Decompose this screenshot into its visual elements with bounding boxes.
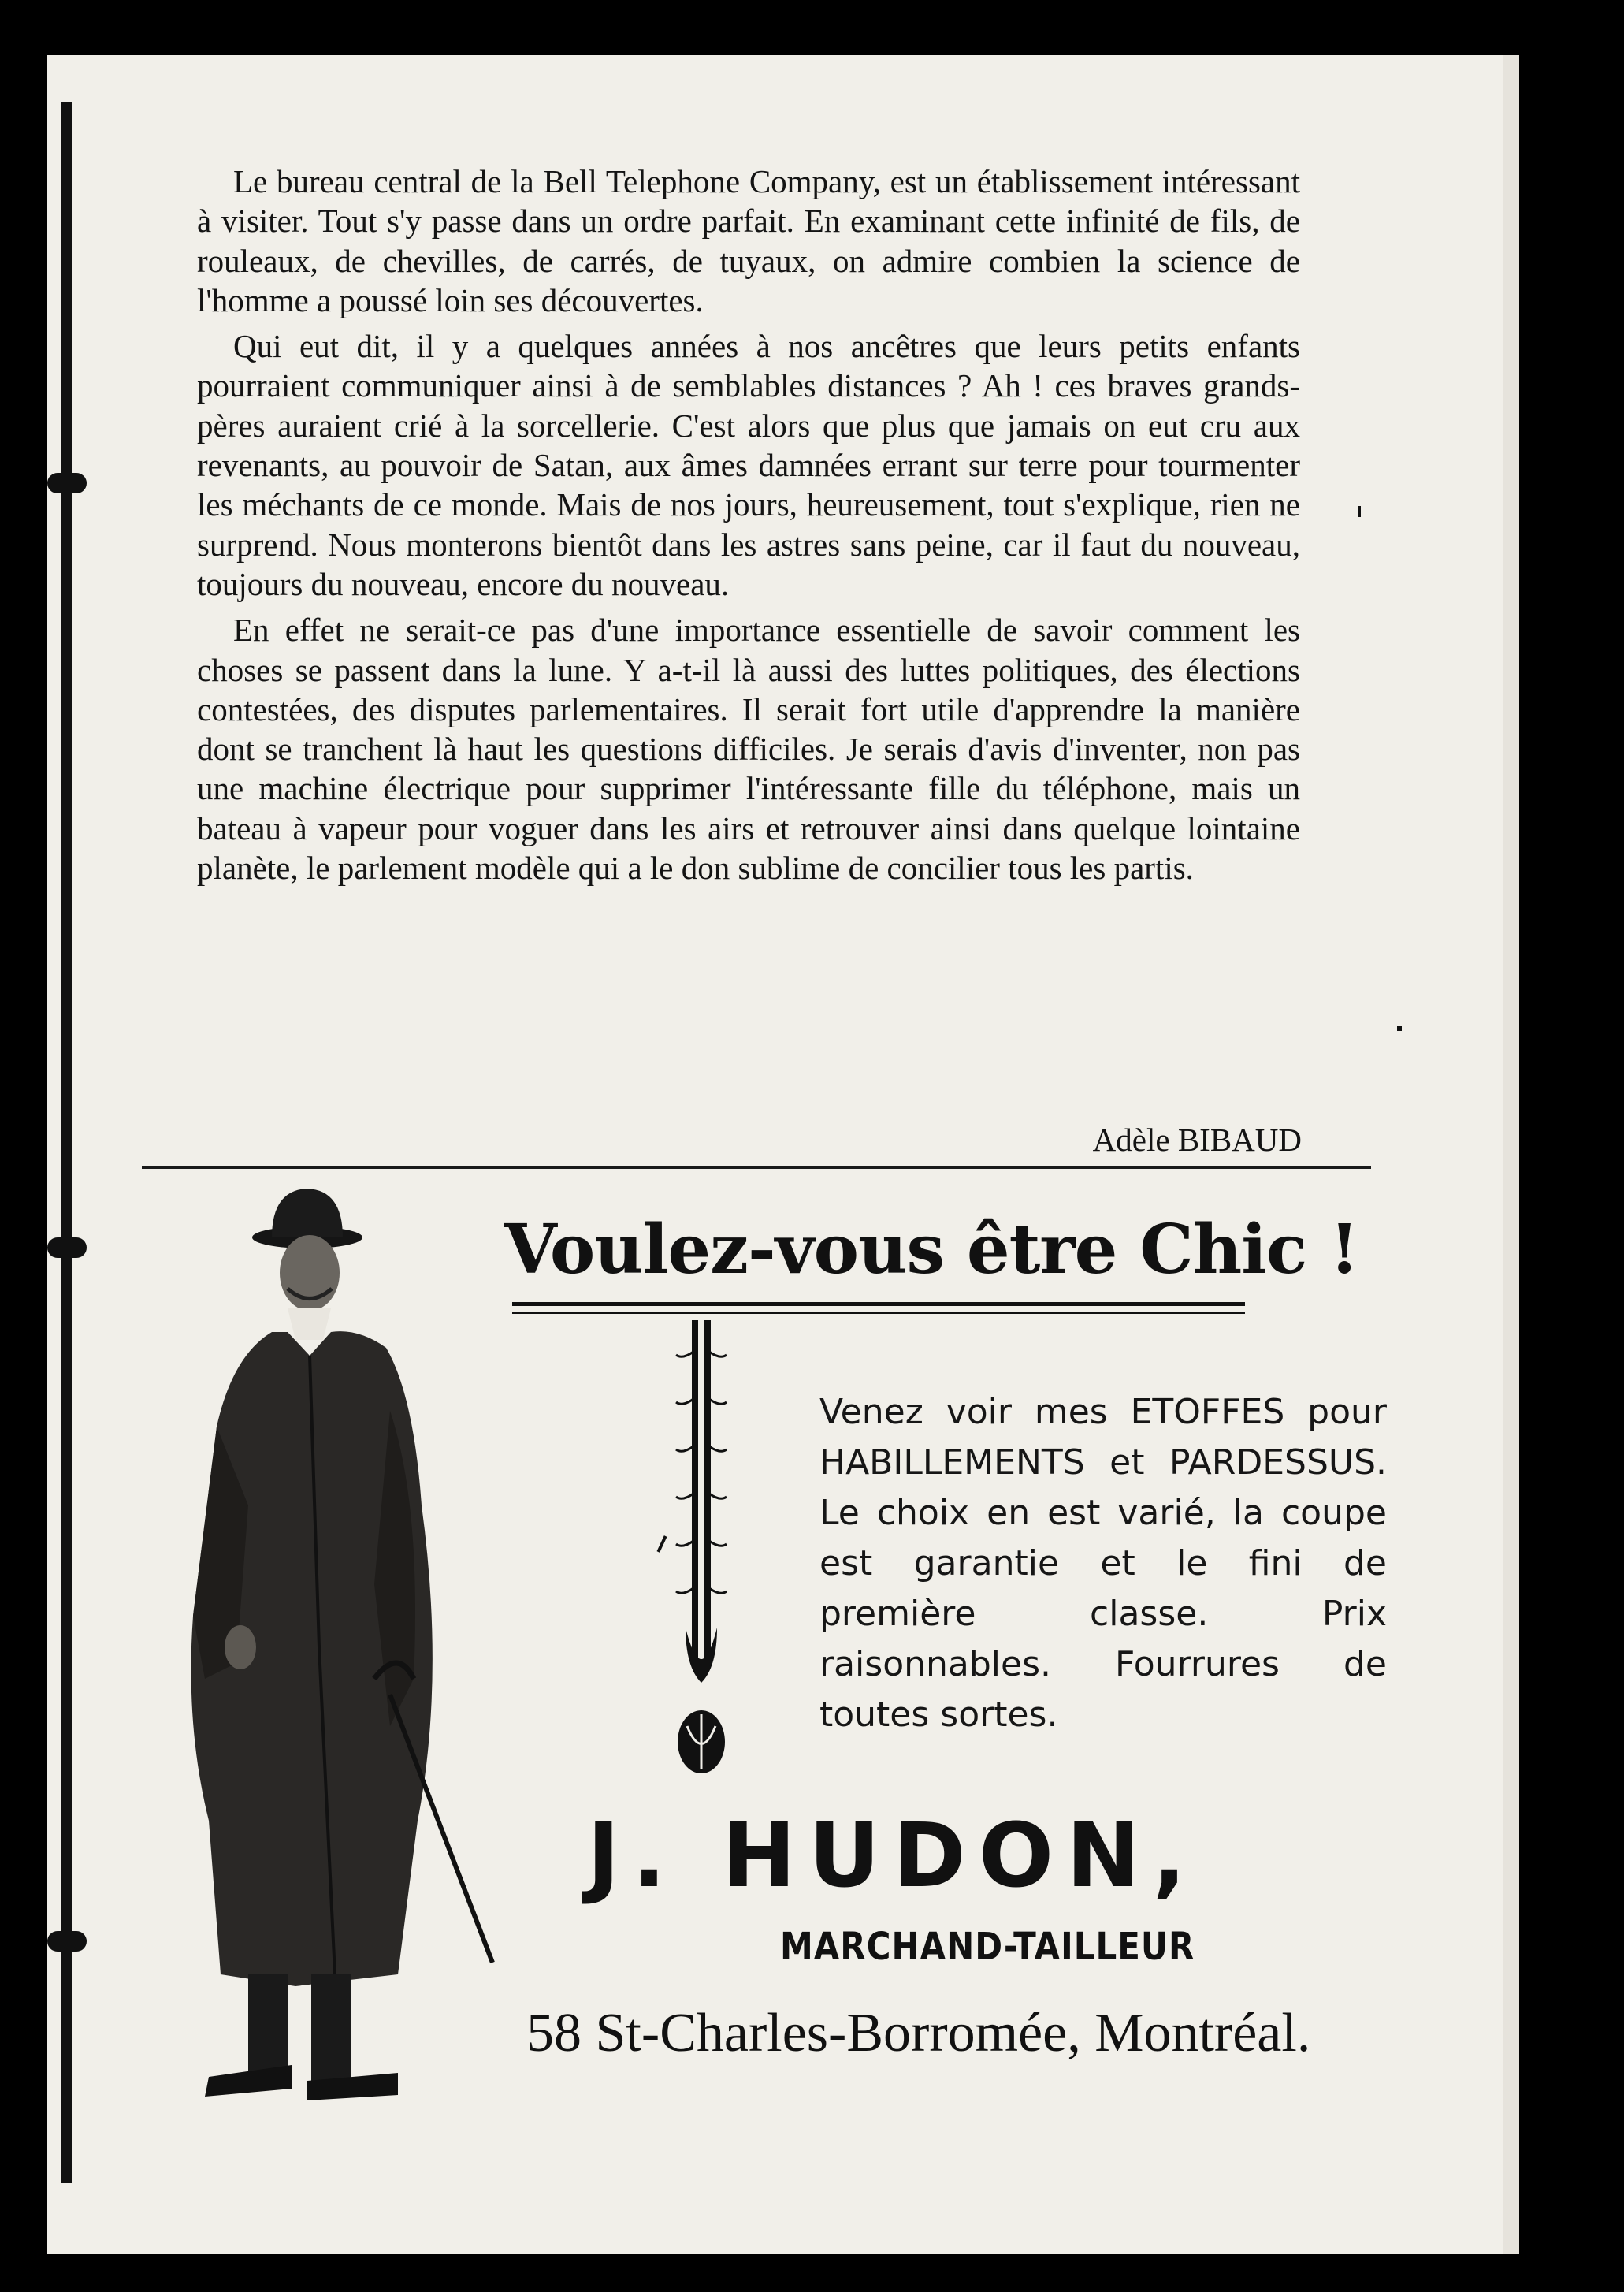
section-divider (142, 1166, 1371, 1169)
ad-body-text: Venez voir mes ETOFFES pour HABILLEMENTS et PARDESSUS. Le choix en est varié, la coupe est garantie et le fini de première classe. Prix raisonnables. Fourrures de toutes sortes. (819, 1392, 1387, 1735)
binding-staple (47, 473, 87, 493)
headline-rule (512, 1302, 1245, 1306)
binding-staple (47, 1931, 87, 1952)
binding-spine (61, 102, 72, 2183)
article-paragraph: En effet ne serait-ce pas d'une importance essentielle de savoir comment les choses se passent dans la lune. Y a-t-il là aussi des luttes politiques, des élections contestées, des disputes parlementaires. Il serait fort utile d'apprendre la manière dont se tranchent là haut les questions difficiles. Je serais d'avis d'inventer, non pas une machine électrique pour supprimer l'intéressante fille du téléphone, mais un bateau à vapeur pour voguer dans les airs et retrouver ainsi dans quelque lointaine planète, le parlement modèle qui a le don sublime de concilier tous les partis. (197, 612, 1300, 887)
merchant-address: 58 St-Charles-Borromée, Montréal. (526, 2003, 1311, 2063)
article-signature: Adèle BIBAUD (1092, 1122, 1302, 1158)
floral-ornament-icon (670, 1320, 733, 1777)
article-text (197, 162, 1300, 894)
ad-headline: Voulez-vous être Chic ! (504, 1210, 1358, 1289)
article-paragraph: Le bureau central de la Bell Telephone Company, est un établissement intéressant à visiter. Tout s'y passe dans un ordre parfait. En examinant cette infinité de fils, de rouleaux, de chevilles, de carrés, de tuyaux, on admire combien la science de l'homme a poussé loin ses découvertes. (197, 163, 1300, 318)
print-speck (1397, 1026, 1402, 1031)
headline-rule (512, 1312, 1245, 1314)
gentleman-in-overcoat-illustration (162, 1174, 500, 2120)
merchant-name: J. HUDON, (587, 1805, 1199, 1907)
page-edge (1503, 55, 1519, 2254)
print-speck (1358, 506, 1361, 517)
merchant-role: MARCHAND-TAILLEUR (780, 1924, 1195, 1969)
article-paragraph: Qui eut dit, il y a quelques années à nos ancêtres que leurs petits enfants pourraient communiquer ainsi à de semblables distances ? Ah ! ces braves grands-pères auraient crié à la sorcellerie. C'est alors que plus que jamais on eut cru aux revenants, au pouvoir de Satan, aux âmes damnées errant sur terre pour tourmenter les méchants de ce monde. Mais de nos jours, heureusement, tout s'explique, rien ne surprend. Nous monterons bientôt dans les astres sans peine, car il faut du nouveau, toujours du nouveau, encore du nouveau. (197, 328, 1300, 602)
binding-staple (47, 1237, 87, 1258)
